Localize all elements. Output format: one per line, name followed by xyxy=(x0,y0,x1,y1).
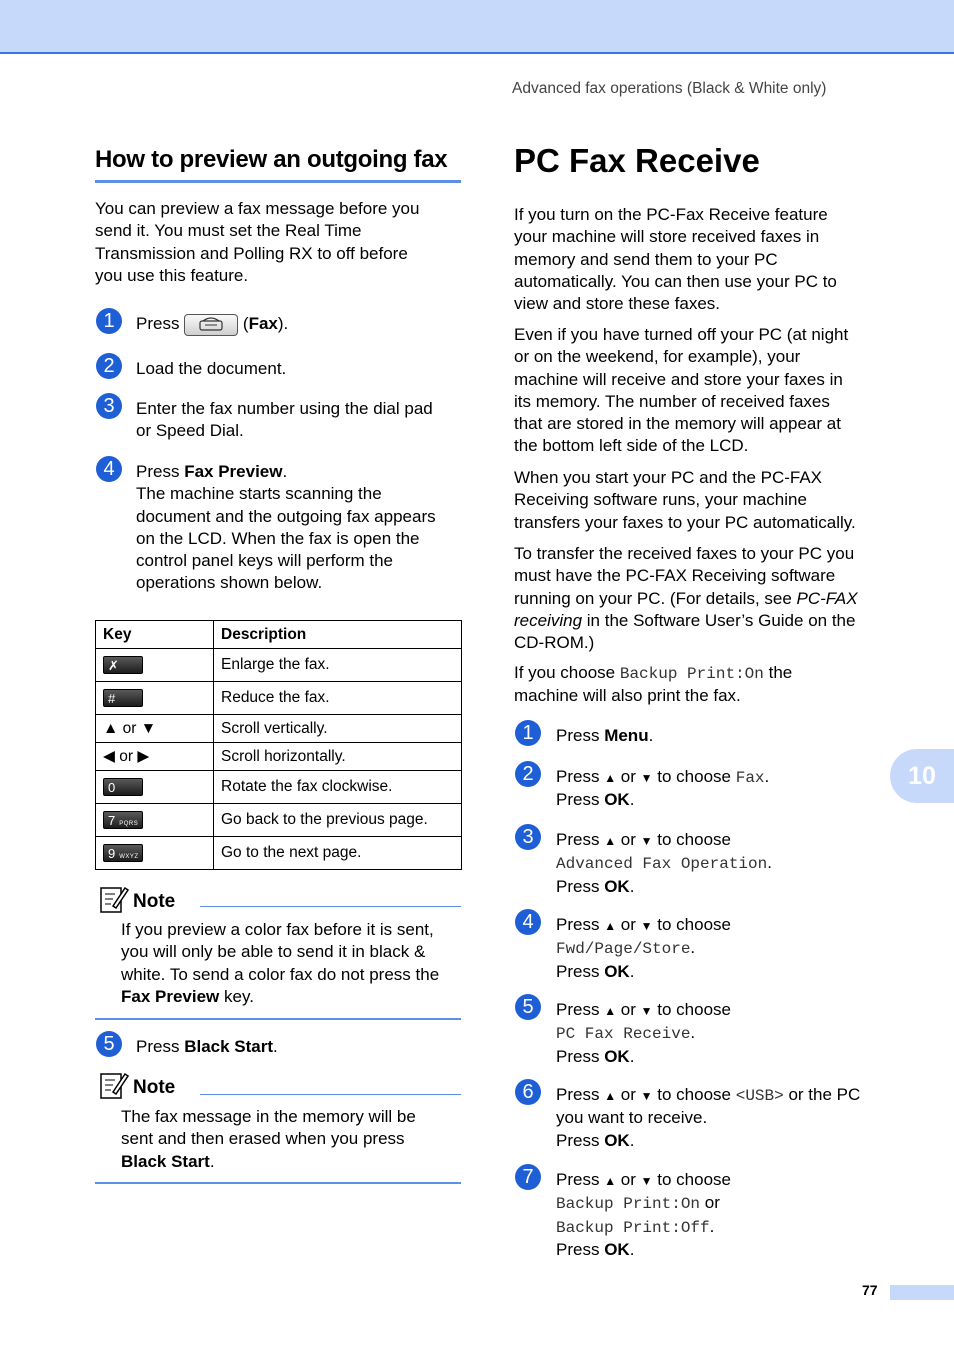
table-row xyxy=(96,837,462,870)
seven-key-icon: 7 PQRS xyxy=(103,811,143,829)
step-number: 2 xyxy=(96,353,122,379)
running-header: Advanced fax operations (Black & White only) xyxy=(512,80,827,97)
fax-key-icon xyxy=(184,314,238,336)
pc-fax-para-5: If you choose Backup Print:On the machine will also print the fax. xyxy=(514,663,793,706)
note-bottom-rule xyxy=(95,1018,461,1020)
step-number: 4 xyxy=(515,909,541,935)
down-arrow-icon: ▼ xyxy=(640,1089,653,1103)
description-cell: Rotate the fax clockwise. xyxy=(214,771,462,804)
table-row xyxy=(96,743,462,771)
note-title: Note xyxy=(133,890,176,912)
table-row xyxy=(96,682,462,715)
section-heading-preview: How to preview an outgoing fax xyxy=(95,146,461,183)
table-row xyxy=(96,804,462,837)
step-choose-backup: Press ▲ or ▼ to choose Backup Print:On or Backup Print:Off. Press OK. xyxy=(556,1170,731,1259)
up-arrow-icon: ▲ xyxy=(604,919,617,933)
pc-fax-para-1: If you turn on the PC-Fax Receive feature your machine will store received faxes in memory and send them to your PC automatically. You can then use your PC to view and store these faxes. xyxy=(514,205,837,314)
table-row xyxy=(96,715,462,743)
key-cell xyxy=(96,771,214,804)
up-arrow-icon: ▲ xyxy=(604,834,617,848)
note-body: The fax message in the memory will be sent and then erased when you press Black Start. xyxy=(121,1107,416,1171)
step-number: 6 xyxy=(515,1079,541,1105)
pc-fax-para-2: Even if you have turned off your PC (at night or on the weekend, for example), your machine will receive and store your faxes in its memory. The number of received faxes that are stored in the memory will appear at the bottom left side of the LCD. xyxy=(514,325,849,456)
down-arrow-icon: ▼ xyxy=(640,1174,653,1188)
note-rule xyxy=(200,1094,461,1095)
up-arrow-icon: ▲ xyxy=(604,1089,617,1103)
up-arrow-icon: ▲ xyxy=(604,1004,617,1018)
key-cell: ▲ or ▼ xyxy=(96,715,214,743)
down-arrow-icon: ▼ xyxy=(640,771,653,785)
description-cell: Reduce the fax. xyxy=(214,682,462,715)
key-cell xyxy=(96,649,214,682)
step-number: 1 xyxy=(96,308,122,334)
hash-key-icon: # xyxy=(103,689,143,707)
section-heading-pc-fax: PC Fax Receive xyxy=(514,142,760,179)
step-black-start: Press Black Start. xyxy=(136,1037,278,1056)
note-memory-erase xyxy=(95,1070,461,1186)
key-cell xyxy=(96,804,214,837)
table-row xyxy=(96,771,462,804)
step-number: 1 xyxy=(515,720,541,746)
key-cell xyxy=(96,837,214,870)
note-title: Note xyxy=(133,1076,176,1098)
page-number-bar xyxy=(890,1285,954,1300)
column-header-description: Description xyxy=(214,621,462,649)
step-number: 5 xyxy=(515,994,541,1020)
down-arrow-icon: ▼ xyxy=(640,834,653,848)
star-key-icon: ✗ xyxy=(103,656,143,674)
step-number: 7 xyxy=(515,1164,541,1190)
description-cell: Go to the next page. xyxy=(214,837,462,870)
key-cell xyxy=(96,682,214,715)
description-cell: Enlarge the fax. xyxy=(214,649,462,682)
step-number: 3 xyxy=(515,824,541,850)
nine-key-icon: 9 WXYZ xyxy=(103,844,143,862)
description-cell: Scroll horizontally. xyxy=(214,743,462,771)
step-number: 4 xyxy=(96,456,122,482)
step-press-menu: Press Menu. xyxy=(556,726,654,745)
table-header-row xyxy=(96,621,462,649)
zero-key-icon: 0 xyxy=(103,778,143,796)
note-color-fax xyxy=(95,884,461,1020)
pc-fax-para-4: To transfer the received faxes to your PC you must have the PC-FAX Receiving software running on your PC. (For details, see PC-FAX receiving in the Software User’s Guide on the CD-ROM.) xyxy=(514,544,858,653)
step-number: 3 xyxy=(96,393,122,419)
description-cell: Go back to the previous page. xyxy=(214,804,462,837)
column-header-key: Key xyxy=(96,621,214,649)
step-press-fax: Press (Fax). xyxy=(136,313,288,336)
step-number: 5 xyxy=(96,1031,122,1057)
step-choose-pc-fax: Press ▲ or ▼ to choose PC Fax Receive. Press OK. xyxy=(556,1000,731,1066)
down-arrow-icon: ▼ xyxy=(640,919,653,933)
down-arrow-icon: ▼ xyxy=(640,1004,653,1018)
step-choose-fax: Press ▲ or ▼ to choose Fax. Press OK. xyxy=(556,767,770,810)
pc-fax-para-3: When you start your PC and the PC-FAX Receiving software runs, your machine transfers your faxes to your PC automatically. xyxy=(514,468,856,532)
note-rule xyxy=(200,906,461,907)
page-number: 77 xyxy=(862,1282,878,1298)
step-choose-advanced: Press ▲ or ▼ to choose Advanced Fax Operation. Press OK. xyxy=(556,830,772,896)
preview-intro: You can preview a fax message before you send it. You must set the Real Time Transmission and Polling RX to off before you use this feature. xyxy=(95,199,420,285)
note-bottom-rule xyxy=(95,1182,461,1184)
step-fax-preview: Press Fax Preview. The machine starts scanning the document and the outgoing fax appears on the LCD. When the fax is open the control panel keys will perform the operations shown below. xyxy=(136,462,436,593)
key-cell: ◀ or ▶ xyxy=(96,743,214,771)
step-choose-usb: Press ▲ or ▼ to choose <USB> or the PC you want to receive. Press OK. xyxy=(556,1085,861,1150)
step-number: 2 xyxy=(515,761,541,787)
step-choose-fwd: Press ▲ or ▼ to choose Fwd/Page/Store. Press OK. xyxy=(556,915,731,981)
note-pencil-icon xyxy=(99,1070,129,1105)
note-body: If you preview a color fax before it is sent, you will only be able to send it in black & white. To send a color fax do not press the Fax Preview key. xyxy=(121,920,440,1006)
step-load-document: Load the document. xyxy=(136,359,287,378)
up-arrow-icon: ▲ xyxy=(604,1174,617,1188)
note-pencil-icon xyxy=(99,884,129,919)
description-cell: Scroll vertically. xyxy=(214,715,462,743)
up-arrow-icon: ▲ xyxy=(604,771,617,785)
chapter-tab: 10 xyxy=(890,749,954,803)
preview-key-table xyxy=(95,620,462,870)
table-row xyxy=(96,649,462,682)
top-banner xyxy=(0,0,954,54)
step-enter-number: Enter the fax number using the dial pad or Speed Dial. xyxy=(136,399,433,441)
